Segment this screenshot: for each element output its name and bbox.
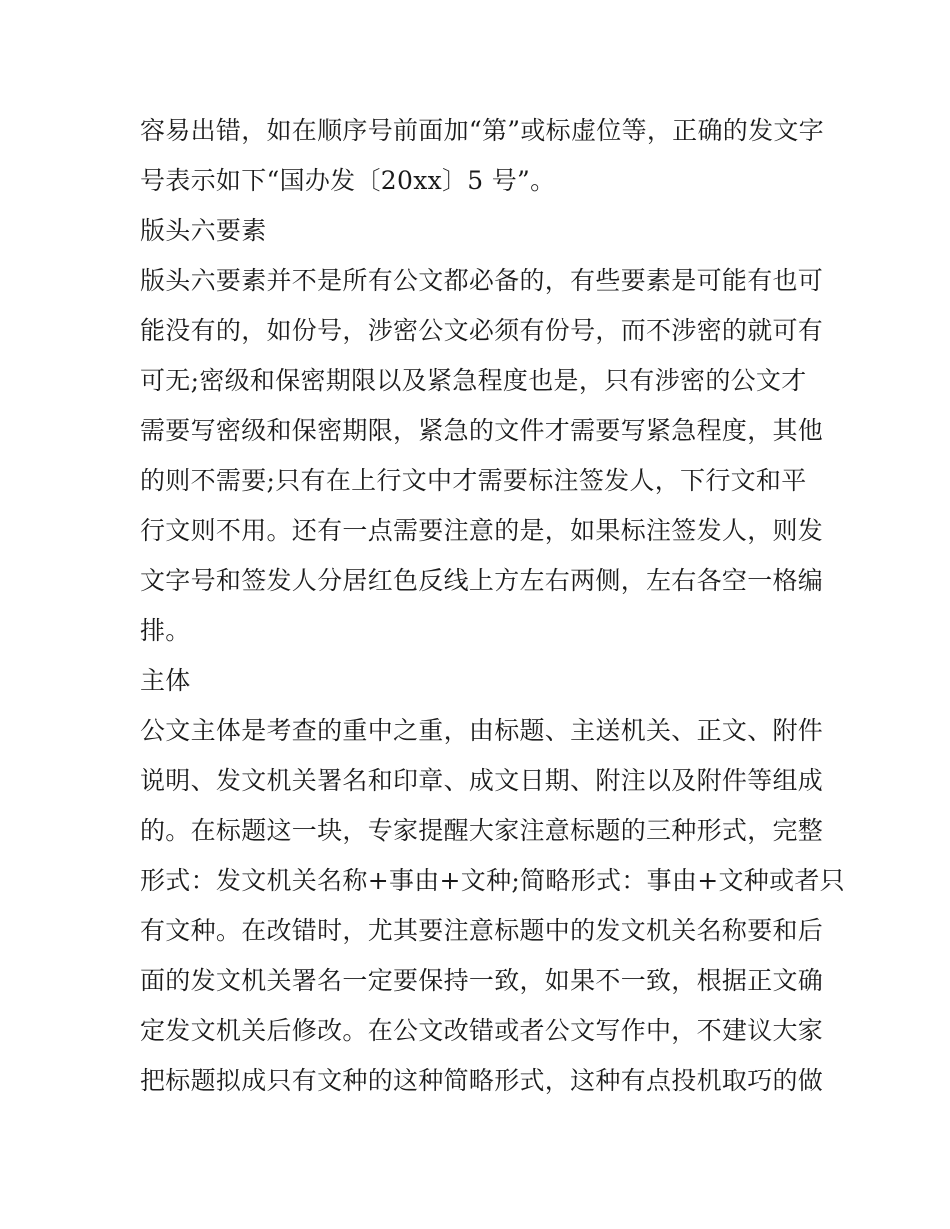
text-line: 面的发文机关署名一定要保持一致，如果不一致，根据正文确 xyxy=(140,966,824,995)
section-heading: 主体 xyxy=(140,666,191,695)
text-line: 说明、发文机关署名和印章、成文日期、附注以及附件等组成 xyxy=(140,766,824,795)
text-line: 号表示如下“国办发〔20xx〕5 号”。 xyxy=(140,166,556,195)
text-line: 的则不需要;只有在上行文中才需要标注签发人，下行文和平 xyxy=(140,466,807,495)
text-line: 容易出错，如在顺序号前面加“第”或标虚位等，正确的发文字 xyxy=(140,116,824,145)
section-heading: 版头六要素 xyxy=(140,216,267,245)
text-line: 版头六要素并不是所有公文都必备的，有些要素是可能有也可 xyxy=(140,266,824,295)
text-line: 需要写密级和保密期限，紧急的文件才需要写紧急程度，其他 xyxy=(140,416,824,445)
text-line: 把标题拟成只有文种的这种简略形式，这种有点投机取巧的做 xyxy=(140,1066,824,1095)
text-line: 文字号和签发人分居红色反线上方左右两侧，左右各空一格编 xyxy=(140,566,824,595)
text-line: 公文主体是考查的重中之重，由标题、主送机关、正文、附件 xyxy=(140,716,824,745)
text-line: 可无;密级和保密期限以及紧急程度也是，只有涉密的公文才 xyxy=(140,366,807,395)
text-line: 行文则不用。还有一点需要注意的是，如果标注签发人，则发 xyxy=(140,516,824,545)
text-line: 定发文机关后修改。在公文改错或者公文写作中，不建议大家 xyxy=(140,1016,824,1045)
text-line: 有文种。在改错时，尤其要注意标题中的发文机关名称要和后 xyxy=(140,916,824,945)
text-line: 的。在标题这一块，专家提醒大家注意标题的三种形式，完整 xyxy=(140,816,824,845)
text-line: 形式：发文机关名称+事由+文种;简略形式：事由+文种或者只 xyxy=(140,866,845,895)
text-line: 排。 xyxy=(140,616,191,645)
text-line: 能没有的，如份号，涉密公文必须有份号，而不涉密的就可有 xyxy=(140,316,824,345)
document-body xyxy=(140,106,845,1106)
